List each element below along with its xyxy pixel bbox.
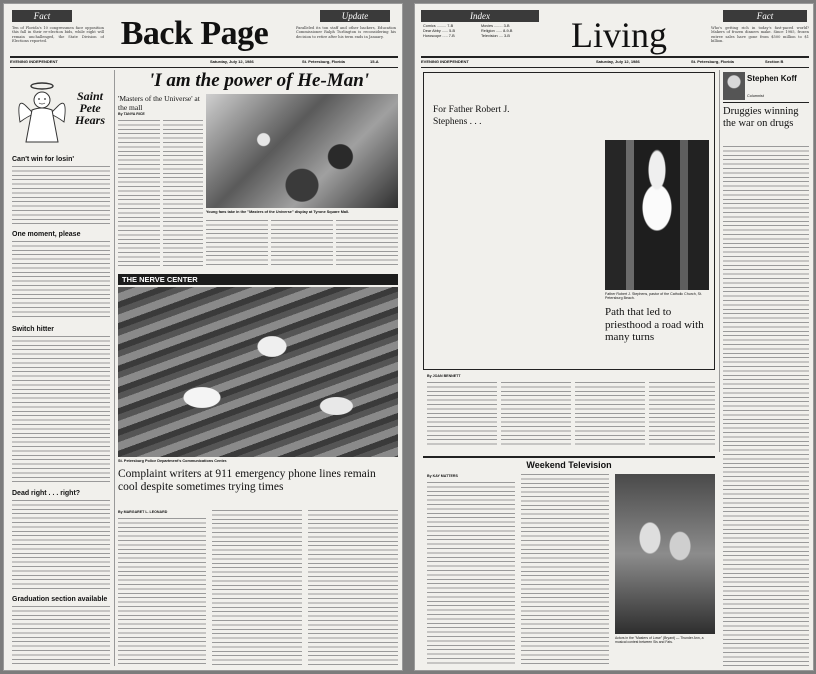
tv-col-1 [427,482,515,666]
headline-path: Path that led to priesthood a road with many turns [605,306,704,343]
column-logo: Saint Pete Hears [75,89,105,127]
index-item[interactable]: Horoscope ..... 7-B [423,34,455,38]
communications-center-photo [118,287,398,457]
complaint-col-3 [308,510,398,666]
for-father-text: For Father Robert J. Stephens . . . [433,105,510,127]
index-item[interactable]: Television .... 3-B [481,34,510,38]
section-bar-right [421,59,809,66]
byline-complaint: By MARGARET L. LEONARD [118,510,168,514]
path-col-4 [649,382,715,448]
story-col-1 [118,120,160,268]
index-item[interactable]: Movies ........ 3-B [481,24,510,28]
columnist-name: Stephen Koff [747,74,797,83]
living-page [414,3,814,671]
col-text-4 [12,500,110,590]
col-text-1 [12,166,110,224]
fact-tag: Fact [33,11,51,21]
nerve-caption: St. Petersburg Police Department's Communications Center. [118,459,228,463]
tv-heading: Weekend Television [526,460,612,470]
angel-icon [14,76,70,148]
he-man-display-photo [206,94,398,208]
bar-paper-name: EVENING INDEPENDENT [10,59,58,64]
col-text-5 [12,606,110,666]
headline-druggies: Druggies winning the war on drugs [723,106,799,129]
rule-columnist [723,102,809,103]
complaint-col-1 [118,518,206,666]
bar-date: Saturday, July 12, 1986 [596,59,640,64]
photo-caption-father: Father Robert J. Stephens, pastor of the Catholic Church, St. Petersburg Beach. [605,292,703,301]
byline-tv: By KAY MATTERS [427,474,458,478]
update-tag: Update [341,11,369,21]
col-head-1: Can't win for losin' [12,156,75,163]
column-divider-right [719,70,720,452]
headline-he-man: 'I am the power of He-Man' [148,70,370,91]
story-col-2 [163,120,203,268]
rule-tv [423,456,715,458]
nerve-center-banner: THE NERVE CENTER [118,274,398,285]
bar-paper-name: EVENING INDEPENDENT [421,59,469,64]
bar-date: Saturday, July 12, 1986 [210,59,254,64]
bar-location: St. Petersburg, Florida [302,59,345,64]
druggies-text [723,146,809,666]
back-page [3,3,403,671]
fact-tag-right: Fact [756,11,774,21]
update-text: Paralleled its ton staff and other backers, Education Commissioner Ralph Turlington is reconsidering his decision to retire after his term ends in January. [296,26,396,39]
index-item[interactable]: Religion ...... 8-9-B [481,29,513,33]
col-head-2: One moment, please [12,231,81,238]
path-col-1 [427,382,497,448]
byline-he-man: By TANYA RICE [118,112,145,116]
index-col-2 [481,24,537,39]
columnist-tag: Columnist [747,94,764,98]
fact-text: Ten of Florida's 10 congressmen face opposition this fall in their re-election bids, while eight will remain unchallenged, the State Division of Elections reported. [12,26,104,44]
tv-photo-caption: Actors in the "Masters of Lowe" (Bryant) — Thunder Ann, a musical contest between Sis and Fats. [615,636,704,645]
section-bar [10,59,398,66]
tv-photo [615,474,715,634]
path-col-2 [501,382,571,448]
index-tag: Index [470,11,490,21]
index-item[interactable]: Dear Abby ...... 5-B [423,29,456,33]
col-head-3: Switch hitter [12,326,55,333]
path-col-3 [575,382,645,448]
fact-text-right: Who's getting rich in today's fast-paced world? Makers of frozen dinners make. Since 1985, frozen entree sales have gone from $500 million to $1 billion. [711,26,809,44]
bar-section: Section B [765,59,784,64]
col-text-2 [12,241,110,319]
col-text-3 [12,336,110,484]
index-col-1 [423,24,479,39]
masthead-living: Living [571,15,667,55]
rule-top-right [421,56,809,58]
story-col-4 [271,220,333,268]
story-col-3 [206,220,268,268]
rule-bar-right [421,67,809,68]
index-item[interactable]: Comics ......... 7-B [423,24,454,28]
col-head-5: Graduation section available [12,596,108,603]
columnist-photo [723,72,745,100]
complaint-col-2 [212,510,302,666]
story-col-5 [336,220,398,268]
deck-he-man: 'Masters of the Universe' at the mall [118,94,200,112]
rule-bar [10,67,398,68]
father-stephens-photo [605,140,709,290]
column-divider [114,70,115,666]
headline-complaint: Complaint writers at 911 emergency phone lines remain cool despite sometimes trying times [118,468,376,493]
caption-he-man: Young fans take in the "Masters of the Universe" display at Tyrone Square Mall. [206,210,350,214]
tv-col-2 [521,474,609,666]
col-head-4: Dead right . . . right? [12,490,81,497]
masthead-back-page: Back Page [120,15,269,52]
bar-location: St. Petersburg, Florida [691,59,734,64]
byline-path: By JOAN BENNETT [427,374,461,378]
rule-top [10,56,398,58]
bar-page: 15-A [370,59,379,64]
